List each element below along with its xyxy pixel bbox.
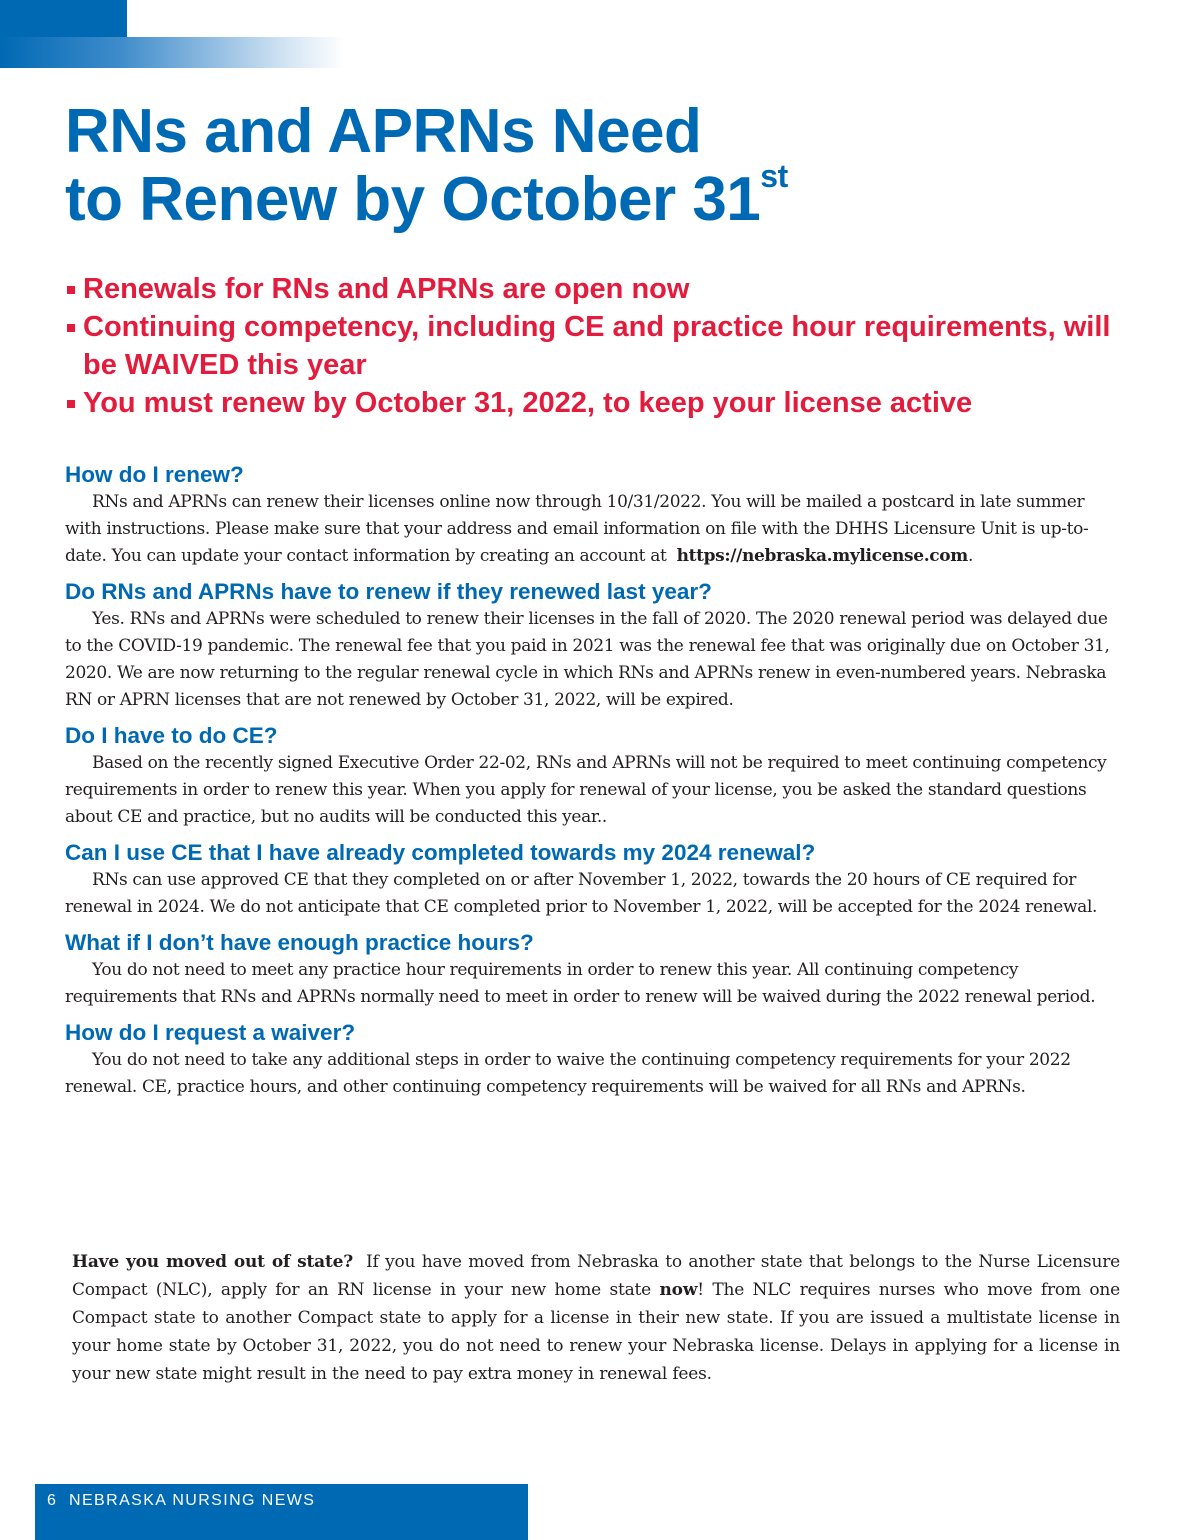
square-bullet-icon: [67, 400, 75, 408]
highlight-text: Renewals for RNs and APRNs are open now: [83, 273, 690, 305]
faq-answer: You do not need to meet any practice hour requirements in order to renew this year. All continuing competency requirements that RNs and APRNs normally need to meet in order to renew will be waived during the 2022 renewal period.: [65, 960, 1096, 1007]
faq-item-renewed-last-year: [65, 577, 1122, 714]
highlight-text: Continuing competency, including CE and practice hour requirements, will be WAIVED this year: [83, 311, 1111, 381]
highlights-list: [65, 270, 1145, 422]
faq-question: Do RNs and APRNs have to renew if they renewed last year?: [65, 579, 712, 604]
title-superscript: st: [760, 158, 788, 194]
faq-item-renew: [65, 460, 1122, 570]
highlight-item: [65, 270, 1145, 308]
title-line-1: RNs and APRNs Need: [65, 97, 702, 166]
moved-note-emphasis: now: [659, 1280, 698, 1300]
faq-answer: [65, 489, 1122, 570]
moved-note-text: If you have moved from Nebraska to another state that belongs to the Nurse Licensure Compact (NLC), apply for an RN license in your new home state: [72, 1252, 1120, 1300]
highlight-item: [65, 384, 1145, 422]
highlight-text: You must renew by October 31, 2022, to keep your license active: [83, 387, 973, 419]
publication-name: NEBRASKA NURSING NEWS: [69, 1492, 316, 1509]
header-gradient-bar: [0, 37, 345, 68]
faq-item-ce: [65, 721, 1122, 831]
faq-answer: You do not need to take any additional steps in order to waive the continuing competency requirements for your 2022 renewal. CE, practice hours, and other continuing competency requirements will be waived for all RNs and APRNs.: [65, 1050, 1071, 1097]
faq-item-practice-hours: [65, 928, 1122, 1011]
faq-answer-text: RNs and APRNs can renew their licenses online now through 10/31/2022. You will be mailed a postcard in late summer with instructions. Please make sure that your address and email information on file with the DHHS Licensure Unit is up-to-date. You can update your contact information by creating an account at: [65, 492, 1089, 566]
highlight-item: [65, 308, 1145, 384]
moved-note-text-continued: ! The NLC requires nurses who move from one Compact state to another Compact state to apply for a license in their new state. If you are issued a multistate license in your home state by October 31, 2022, you do not need to renew your Nebraska license. Delays in applying for a license in your new state might result in the need to pay extra money in renewal fees.: [72, 1280, 1120, 1384]
title-line-2: to Renew by October 31: [65, 165, 761, 234]
faq-answer: Based on the recently signed Executive Order 22-02, RNs and APRNs will not be required to meet continuing competency requirements in order to renew this year. When you apply for renewal of your license, you be asked the standard questions about CE and practice, but no audits will be conducted this year..: [65, 753, 1107, 827]
license-portal-link[interactable]: https://nebraska.mylicense.com: [676, 546, 968, 566]
moved-note-lead: Have you moved out of state?: [72, 1252, 353, 1272]
moved-out-of-state-note: [72, 1248, 1120, 1388]
page-number: 6: [47, 1492, 58, 1509]
footer-bar: [35, 1484, 528, 1540]
faq-answer-end: .: [967, 546, 973, 566]
faq-item-ce-2024: [65, 838, 1122, 921]
faq-answer: RNs can use approved CE that they completed on or after November 1, 2022, towards the 20 hours of CE required for renewal in 2024. We do not anticipate that CE completed prior to November 1, 2022, will be accepted for the 2024 renewal.: [65, 870, 1098, 917]
square-bullet-icon: [67, 286, 75, 294]
faq-section: [65, 460, 1122, 1101]
faq-answer: Yes. RNs and APRNs were scheduled to renew their licenses in the fall of 2020. The 2020 renewal period was delayed due to the COVID-19 pandemic. The renewal fee that you paid in 2021 was the renewal fee that was originally due on October 31, 2020. We are now returning to the regular renewal cycle in which RNs and APRNs renew in even-numbered years. Nebraska RN or APRN licenses that are not renewed by October 31, 2022, will be expired.: [65, 609, 1110, 710]
faq-question: Do I have to do CE?: [65, 723, 278, 748]
faq-question: Can I use CE that I have already completed towards my 2024 renewal?: [65, 840, 816, 865]
faq-question: How do I request a waiver?: [65, 1020, 356, 1045]
footer-text: [47, 1492, 315, 1510]
faq-item-waiver: [65, 1018, 1122, 1101]
square-bullet-icon: [67, 324, 75, 332]
faq-question: What if I don’t have enough practice hours?: [65, 930, 534, 955]
page-title: [65, 98, 1165, 234]
faq-question: How do I renew?: [65, 462, 244, 487]
